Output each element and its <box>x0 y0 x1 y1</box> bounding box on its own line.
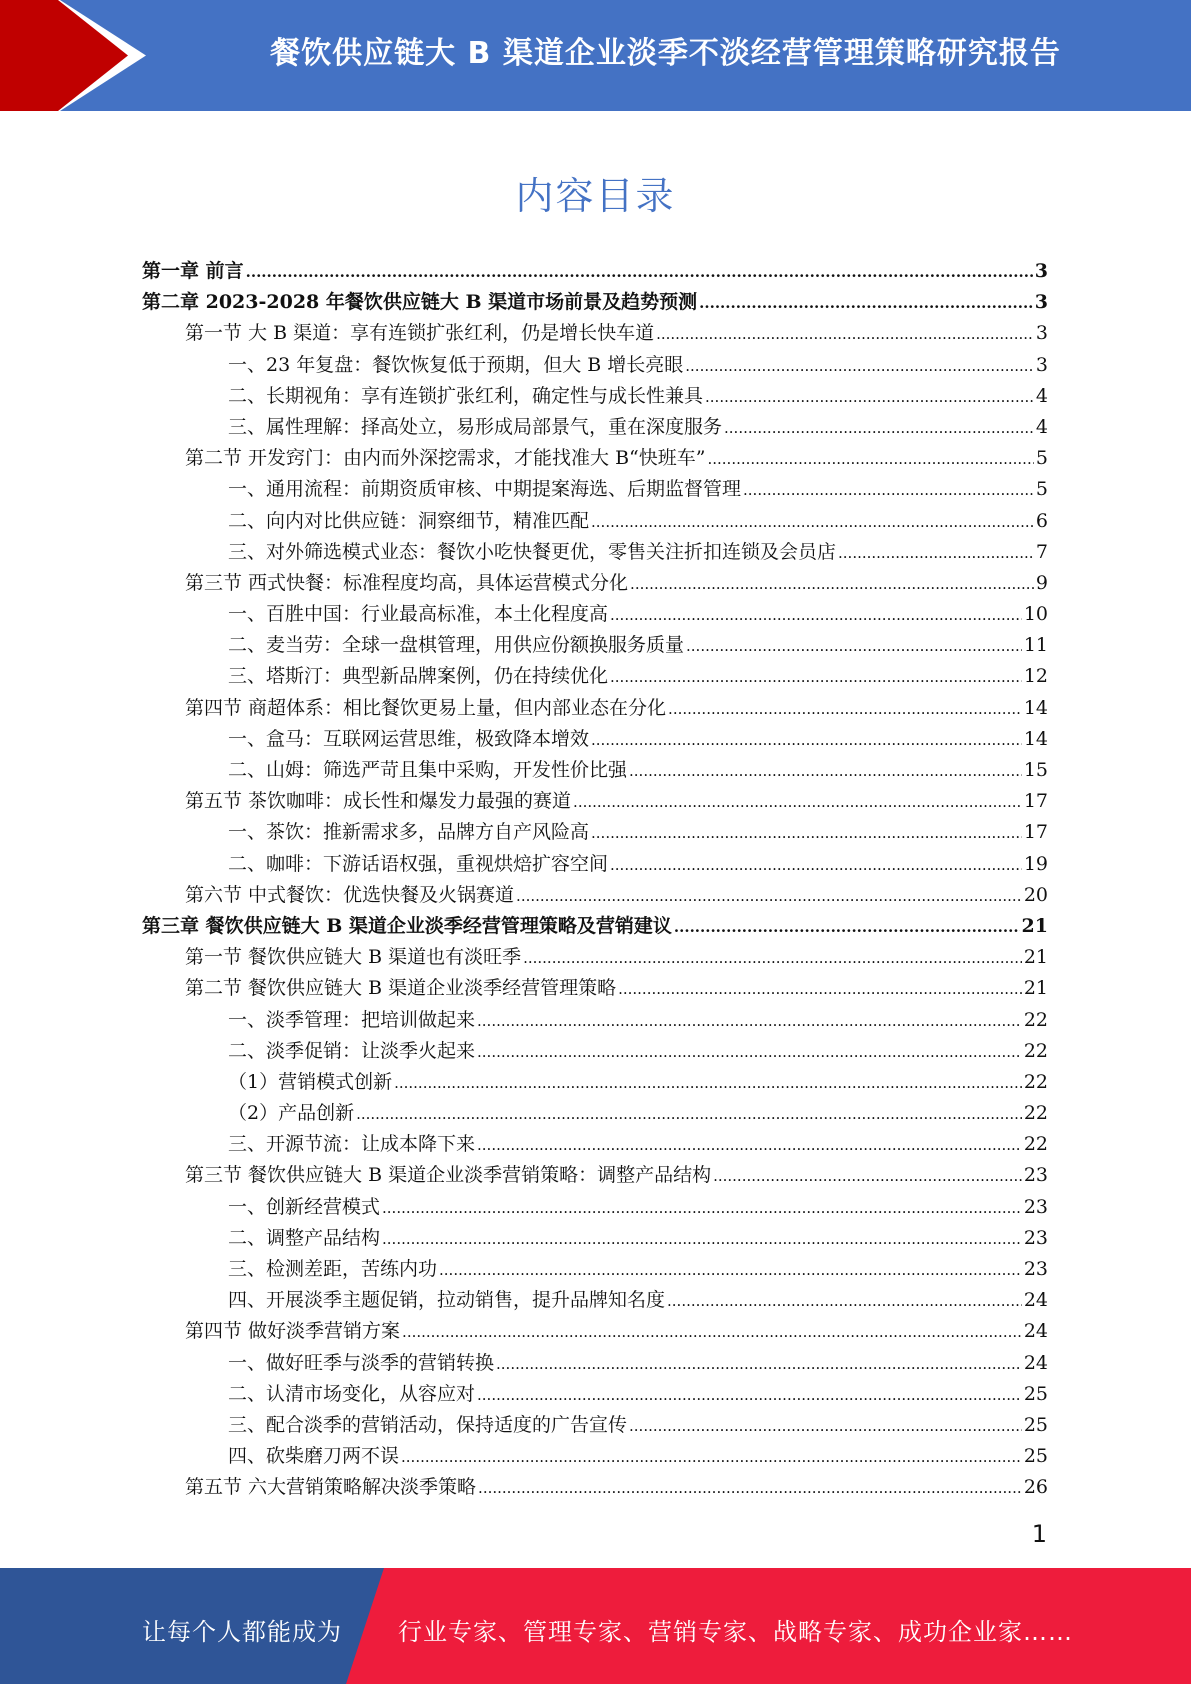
toc-entry-label: 第六节 中式餐饮：优选快餐及火锅赛道 <box>185 883 515 906</box>
table-of-contents <box>142 256 1048 1504</box>
toc-entry-label: 三、检测差距，苦练内功 <box>228 1258 438 1280</box>
toc-entry-page: 7 <box>1035 540 1048 563</box>
footer-slogan-right: 行业专家、管理专家、营销专家、战略专家、成功企业家…… <box>398 1618 1073 1646</box>
toc-entry-label: （2）产品创新 <box>228 1102 355 1125</box>
toc-entry-page: 20 <box>1023 883 1048 906</box>
toc-entry-page: 24 <box>1023 1351 1048 1374</box>
toc-entry[interactable] <box>142 1472 1048 1503</box>
toc-entry-page: 25 <box>1023 1382 1048 1405</box>
toc-dot-leader <box>516 880 1022 912</box>
toc-entry[interactable] <box>142 693 1048 724</box>
toc-entry[interactable] <box>142 973 1048 1004</box>
toc-entry-label: 第二章 2023-2028 年餐饮供应链大 B 渠道市场前景及趋势预测 <box>142 291 698 314</box>
toc-entry-label: 一、淡季管理：把培训做起来 <box>228 1008 476 1031</box>
toc-entry-page: 17 <box>1023 790 1048 813</box>
toc-entry-label: 三、对外筛选模式业态：餐饮小吃快餐更优，零售关注折扣连锁及会员店 <box>228 540 837 563</box>
toc-entry[interactable] <box>142 786 1048 817</box>
toc-entry-page: 6 <box>1035 509 1048 532</box>
toc-entry[interactable] <box>142 1036 1048 1067</box>
footer-slogan-left: 让每个人都能成为 <box>142 1618 342 1646</box>
toc-entry[interactable] <box>142 1005 1048 1036</box>
toc-dot-leader <box>674 911 1020 943</box>
toc-entry-label: 第二节 开发窍门：由内而外深挖需求，才能找准大 B“快班车” <box>185 447 706 470</box>
toc-entry[interactable] <box>142 724 1048 755</box>
toc-dot-leader <box>838 537 1034 569</box>
toc-dot-leader <box>477 1379 1022 1411</box>
toc-entry[interactable] <box>142 1223 1048 1254</box>
toc-dot-leader <box>743 474 1034 506</box>
toc-entry[interactable] <box>142 1192 1048 1223</box>
toc-dot-leader <box>630 568 1034 600</box>
header-banner <box>0 0 1191 111</box>
toc-dot-leader <box>610 599 1022 631</box>
footer-banner <box>0 1568 1191 1684</box>
toc-entry-label: （1）营销模式创新 <box>228 1070 393 1093</box>
toc-entry-page: 10 <box>1023 603 1048 626</box>
toc-entry-label: 二、麦当劳：全球一盘棋管理，用供应份额换服务质量 <box>228 634 685 657</box>
toc-entry-page: 4 <box>1035 415 1048 438</box>
toc-dot-leader <box>382 1223 1022 1255</box>
toc-entry-label: 第五节 六大营销策略解决淡季策略 <box>185 1476 477 1499</box>
toc-dot-leader <box>591 506 1034 538</box>
toc-dot-leader <box>356 1098 1022 1130</box>
toc-entry-label: 一、23 年复盘：餐饮恢复低于预期，但大 B 增长亮眼 <box>228 353 684 376</box>
toc-entry-page: 23 <box>1023 1258 1048 1280</box>
toc-entry-page: 3 <box>1034 291 1048 314</box>
toc-entry-page: 3 <box>1035 322 1048 345</box>
toc-entry-label: 第四节 商超体系：相比餐饮更易上量，但内部业态在分化 <box>185 696 667 719</box>
page-number: 1 <box>1031 1520 1047 1548</box>
toc-entry[interactable] <box>142 1285 1048 1316</box>
toc-entry-page: 14 <box>1023 727 1048 750</box>
toc-dot-leader <box>713 1160 1022 1192</box>
toc-dot-leader <box>667 1285 1022 1317</box>
toc-dot-leader <box>705 381 1034 413</box>
toc-entry[interactable] <box>142 1129 1048 1160</box>
toc-dot-leader <box>496 1348 1022 1380</box>
toc-entry[interactable] <box>142 1160 1048 1191</box>
toc-entry[interactable] <box>142 942 1048 973</box>
toc-entry-label: 二、调整产品结构 <box>228 1226 381 1249</box>
toc-entry-label: 二、长期视角：享有连锁扩张红利，确定性与成长性兼具 <box>228 384 704 407</box>
toc-entry-page: 4 <box>1035 384 1048 407</box>
toc-entry-page: 21 <box>1021 914 1048 937</box>
toc-entry-label: 第二节 餐饮供应链大 B 渠道企业淡季经营管理策略 <box>185 977 617 1000</box>
toc-entry-label: 二、向内对比供应链：洞察细节，精准匹配 <box>228 509 590 532</box>
toc-dot-leader <box>686 630 1022 662</box>
toc-entry[interactable] <box>142 630 1048 661</box>
toc-entry-label: 一、做好旺季与淡季的营销转换 <box>228 1351 495 1374</box>
toc-entry[interactable] <box>142 1348 1048 1379</box>
toc-entry[interactable] <box>142 1316 1048 1347</box>
toc-heading: 内容目录 <box>515 174 676 218</box>
toc-dot-leader <box>685 350 1034 382</box>
toc-dot-leader <box>477 1036 1022 1068</box>
toc-entry[interactable] <box>142 474 1048 505</box>
toc-entry-page: 17 <box>1023 821 1048 844</box>
toc-entry-page: 3 <box>1034 260 1048 282</box>
toc-entry-page: 26 <box>1023 1476 1048 1499</box>
toc-entry[interactable] <box>142 599 1048 630</box>
toc-dot-leader <box>246 256 1033 288</box>
toc-dot-leader <box>439 1254 1022 1286</box>
toc-entry[interactable] <box>142 568 1048 599</box>
toc-entry-label: 一、通用流程：前期资质审核、中期提案海选、后期监督管理 <box>228 478 742 501</box>
toc-entry-page: 3 <box>1035 353 1048 376</box>
toc-entry-label: 第一节 餐饮供应链大 B 渠道也有淡旺季 <box>185 946 522 969</box>
toc-dot-leader <box>573 786 1022 818</box>
toc-entry[interactable] <box>142 506 1048 537</box>
toc-entry-page: 25 <box>1023 1413 1048 1436</box>
toc-dot-leader <box>402 1316 1022 1348</box>
toc-entry-label: 一、创新经营模式 <box>228 1195 381 1218</box>
toc-entry-page: 19 <box>1023 852 1048 875</box>
toc-entry-page: 24 <box>1023 1320 1048 1343</box>
toc-dot-leader <box>382 1192 1022 1224</box>
toc-entry-page: 23 <box>1023 1226 1048 1249</box>
toc-entry-label: 第一章 前言 <box>142 260 244 282</box>
toc-entry-label: 四、砍柴磨刀两不误 <box>228 1445 400 1468</box>
toc-entry[interactable] <box>142 381 1048 412</box>
toc-entry[interactable] <box>142 318 1048 349</box>
toc-dot-leader <box>610 849 1022 881</box>
toc-entry[interactable] <box>142 350 1048 381</box>
toc-entry-label: 三、开源节流：让成本降下来 <box>228 1133 476 1156</box>
toc-entry-label: 二、认清市场变化，从容应对 <box>228 1382 476 1405</box>
report-title: 餐饮供应链大 B 渠道企业淡季不淡经营管理策略研究报告 <box>270 36 1061 71</box>
toc-dot-leader <box>610 661 1022 693</box>
toc-entry-page: 14 <box>1023 696 1048 719</box>
toc-entry-label: 第一节 大 B 渠道：享有连锁扩张红利，仍是增长快车道 <box>185 322 655 345</box>
toc-entry[interactable] <box>142 817 1048 848</box>
toc-entry-label: 三、塔斯汀：典型新品牌案例，仍在持续优化 <box>228 665 609 688</box>
toc-entry[interactable] <box>142 1254 1048 1285</box>
toc-dot-leader <box>478 1472 1022 1504</box>
toc-entry[interactable] <box>142 537 1048 568</box>
toc-entry-page: 9 <box>1035 571 1048 594</box>
toc-entry-page: 22 <box>1023 1070 1048 1093</box>
toc-entry-page: 11 <box>1023 634 1048 657</box>
toc-entry-label: 第五节 茶饮咖啡：成长性和爆发力最强的赛道 <box>185 790 572 813</box>
toc-entry-page: 21 <box>1023 977 1048 1000</box>
toc-entry-page: 21 <box>1023 946 1048 969</box>
red-chevron-icon <box>0 0 160 111</box>
toc-entry-page: 22 <box>1023 1102 1048 1125</box>
toc-entry-page: 5 <box>1035 447 1048 470</box>
toc-entry-label: 第三节 西式快餐：标准程度均高，具体运营模式分化 <box>185 571 629 594</box>
toc-entry-label: 一、茶饮：推新需求多，品牌方自产风险高 <box>228 821 590 844</box>
toc-entry[interactable] <box>142 880 1048 911</box>
toc-entry[interactable] <box>142 1098 1048 1129</box>
toc-dot-leader <box>477 1129 1022 1161</box>
toc-entry-label: 一、百胜中国：行业最高标准，本土化程度高 <box>228 603 609 626</box>
toc-entry[interactable] <box>142 661 1048 692</box>
toc-entry-label: 四、开展淡季主题促销，拉动销售，提升品牌知名度 <box>228 1289 666 1312</box>
toc-dot-leader <box>394 1067 1022 1099</box>
toc-dot-leader <box>724 412 1034 444</box>
toc-dot-leader <box>668 693 1022 725</box>
toc-entry[interactable] <box>142 1379 1048 1410</box>
toc-entry-label: 第四节 做好淡季营销方案 <box>185 1320 401 1343</box>
toc-entry-label: 二、咖啡：下游话语权强，重视烘焙扩容空间 <box>228 852 609 875</box>
toc-entry-label: 第三章 餐饮供应链大 B 渠道企业淡季经营管理策略及营销建议 <box>142 914 672 937</box>
toc-entry-page: 23 <box>1023 1195 1048 1218</box>
toc-entry-page: 15 <box>1023 759 1048 781</box>
toc-dot-leader <box>401 1441 1022 1473</box>
toc-entry[interactable] <box>142 412 1048 443</box>
toc-entry-page: 22 <box>1023 1008 1048 1031</box>
toc-dot-leader <box>618 973 1022 1005</box>
toc-entry-page: 5 <box>1035 478 1048 501</box>
toc-entry-page: 23 <box>1023 1164 1048 1187</box>
toc-dot-leader <box>591 724 1022 756</box>
toc-entry-page: 24 <box>1023 1289 1048 1312</box>
toc-entry[interactable] <box>142 287 1048 318</box>
toc-entry-label: 三、属性理解：择高处立，易形成局部景气，重在深度服务 <box>228 415 723 438</box>
toc-dot-leader <box>591 817 1022 849</box>
toc-dot-leader <box>629 755 1022 787</box>
toc-entry-label: 一、盒马：互联网运营思维，极致降本增效 <box>228 727 590 750</box>
toc-entry[interactable] <box>142 849 1048 880</box>
toc-dot-leader <box>699 287 1033 319</box>
toc-entry-label: 三、配合淡季的营销活动，保持适度的广告宣传 <box>228 1413 628 1436</box>
toc-entry[interactable] <box>142 911 1048 942</box>
toc-dot-leader <box>707 443 1033 475</box>
toc-dot-leader <box>629 1410 1022 1442</box>
toc-entry-page: 12 <box>1023 665 1048 688</box>
toc-entry[interactable] <box>142 755 1048 786</box>
toc-dot-leader <box>523 942 1022 974</box>
toc-entry[interactable] <box>142 1441 1048 1472</box>
toc-entry[interactable] <box>142 1067 1048 1098</box>
toc-entry-label: 二、山姆：筛选严苛且集中采购，开发性价比强 <box>228 759 628 781</box>
toc-entry[interactable] <box>142 1410 1048 1441</box>
toc-entry-label: 第三节 餐饮供应链大 B 渠道企业淡季营销策略：调整产品结构 <box>185 1164 712 1187</box>
toc-entry[interactable] <box>142 256 1048 287</box>
toc-entry-label: 二、淡季促销：让淡季火起来 <box>228 1039 476 1062</box>
toc-entry-page: 22 <box>1023 1133 1048 1156</box>
toc-entry-page: 22 <box>1023 1039 1048 1062</box>
toc-dot-leader <box>656 318 1034 350</box>
toc-entry[interactable] <box>142 443 1048 474</box>
toc-dot-leader <box>477 1005 1022 1037</box>
toc-entry-page: 25 <box>1023 1445 1048 1468</box>
